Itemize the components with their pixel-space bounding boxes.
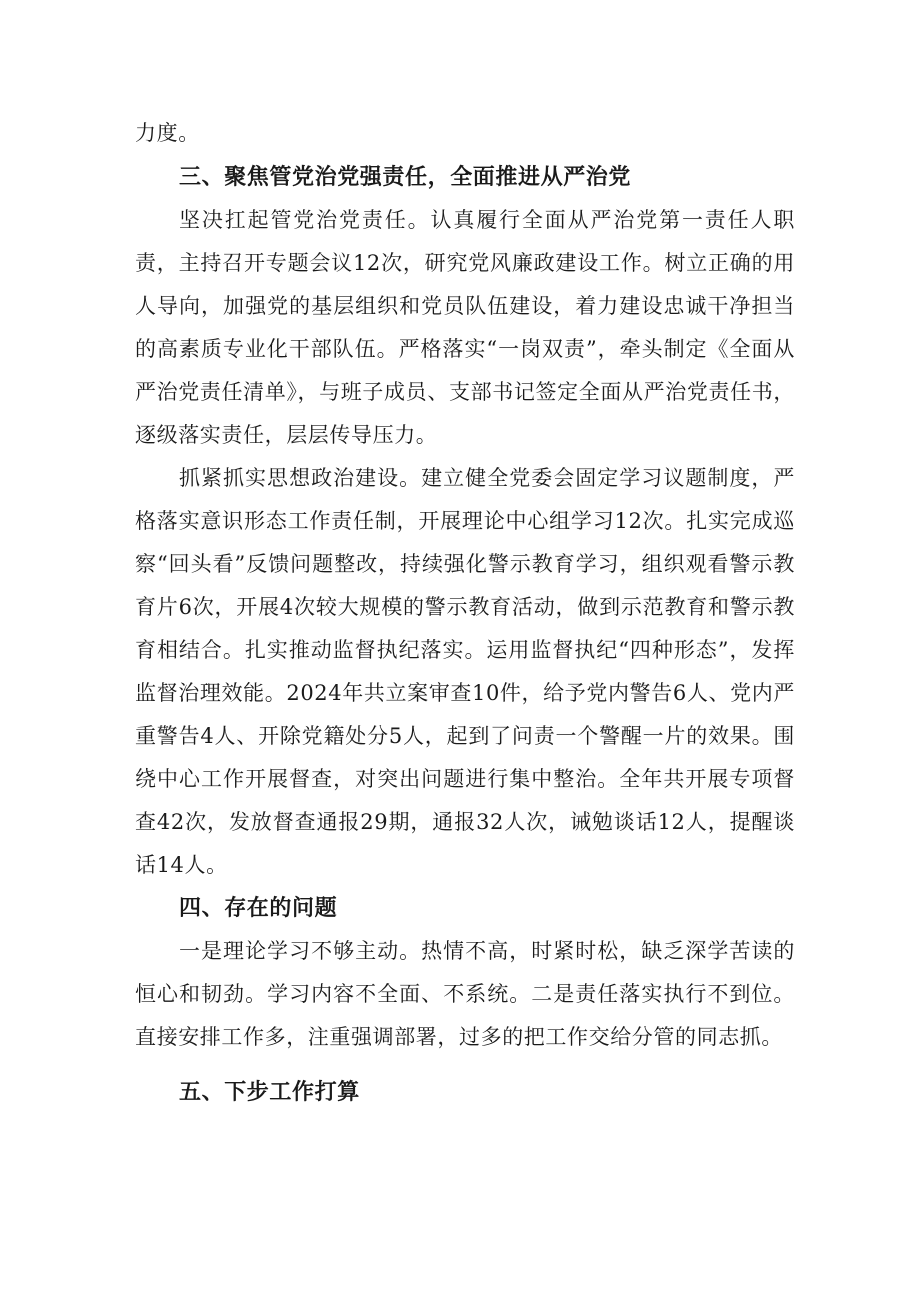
section-3-paragraph-1: 坚决扛起管党治党责任。认真履行全面从严治党第一责任人职责，主持召开专题会议12次，研究党风廉政建设工作。树立正确的用人导向，加强党的基层组织和党员队伍建设，着力建设忠诚干净担当的高素质专业化干部队伍。严格落实“一岗双责”，牵头制定《全面从严治党责任清单》，与班子成员、支部书记签定全面从严治党责任书，逐级落实责任，层层传导压力。 (135, 208, 795, 447)
section-3-heading: 三、聚焦管党治党强责任，全面推进从严治党 (179, 165, 632, 190)
continuation-text: 力度。 (135, 121, 200, 145)
document-page (135, 112, 795, 1114)
section-5-heading: 五、下步工作打算 (179, 1080, 360, 1105)
section-4-paragraph-1: 一是理论学习不够主动。热情不高，时紧时松，缺乏深学苦读的恒心和韧劲。学习内容不全面、不系统。二是责任落实执行不到位。直接安排工作多，注重强调部署，过多的把工作交给分管的同志抓。 (135, 939, 795, 1049)
section-4-heading: 四、存在的问题 (179, 896, 338, 921)
section-3-paragraph-2: 抓紧抓实思想政治建设。建立健全党委会固定学习议题制度，严格落实意识形态工作责任制，开展理论中心组学习12次。扎实完成巡察“回头看”反馈问题整改，持续强化警示教育学习，组织观看警示教育片6次，开展4次较大规模的警示教育活动，做到示范教育和警示教育相结合。扎实推动监督执纪落实。运用监督执纪“四种形态”，发挥监督治理效能。2024年共立案审查10件，给予党内警告6人、党内严重警告4人、开除党籍处分5人，起到了问责一个警醒一片的效果。围绕中心工作开展督查，对突出问题进行集中整治。全年共开展专项督查42次，发放督查通报29期，通报32人次，诫勉谈话12人，提醒谈话14人。 (135, 466, 795, 877)
